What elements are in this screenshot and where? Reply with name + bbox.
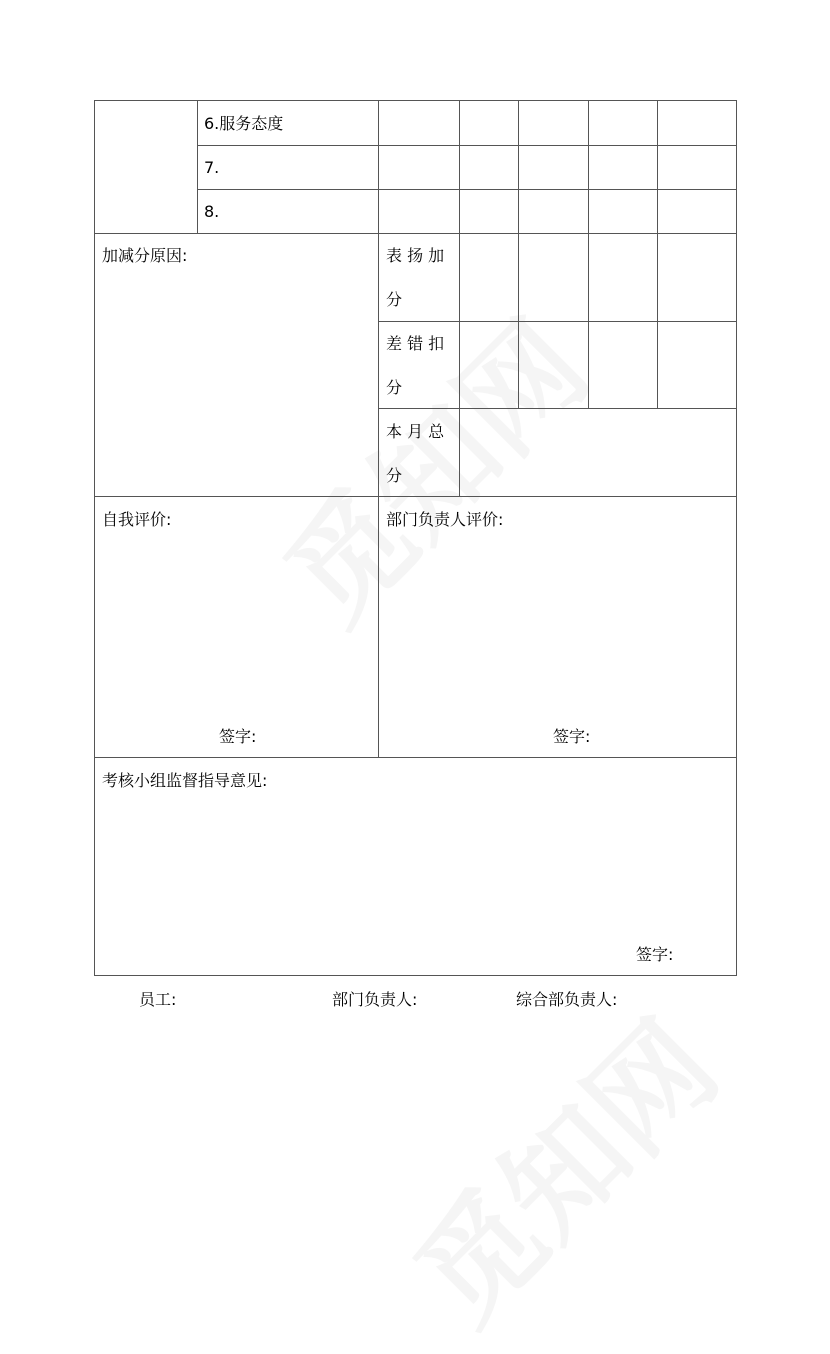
item-7-label: 7. [204, 158, 220, 177]
total-label-line2: 分 [386, 466, 403, 485]
total-label-line1: 本 月 总 [386, 422, 445, 441]
supervision-opinion-label: 考核小组监督指导意见: [102, 771, 268, 790]
footer-general-dept-head: 综合部负责人: [516, 990, 618, 1009]
bonus-label-line2: 分 [386, 290, 403, 309]
deduction-label-line1: 差 错 扣 [386, 334, 445, 353]
item-6-label: 6.服务态度 [204, 114, 284, 133]
dept-evaluation-sign: 签字: [553, 727, 591, 746]
reason-label: 加减分原因: [102, 246, 188, 265]
footer-employee: 员工: [139, 990, 177, 1009]
dept-evaluation-label: 部门负责人评价: [386, 510, 504, 529]
footer-dept-head: 部门负责人: [332, 990, 418, 1009]
bonus-label-line1: 表 扬 加 [386, 246, 445, 265]
item-8-label: 8. [204, 202, 220, 221]
supervision-sign: 签字: [636, 945, 674, 964]
self-evaluation-sign: 签字: [219, 727, 257, 746]
deduction-label-line2: 分 [386, 378, 403, 397]
self-evaluation-label: 自我评价: [102, 510, 172, 529]
table-border [95, 101, 737, 976]
